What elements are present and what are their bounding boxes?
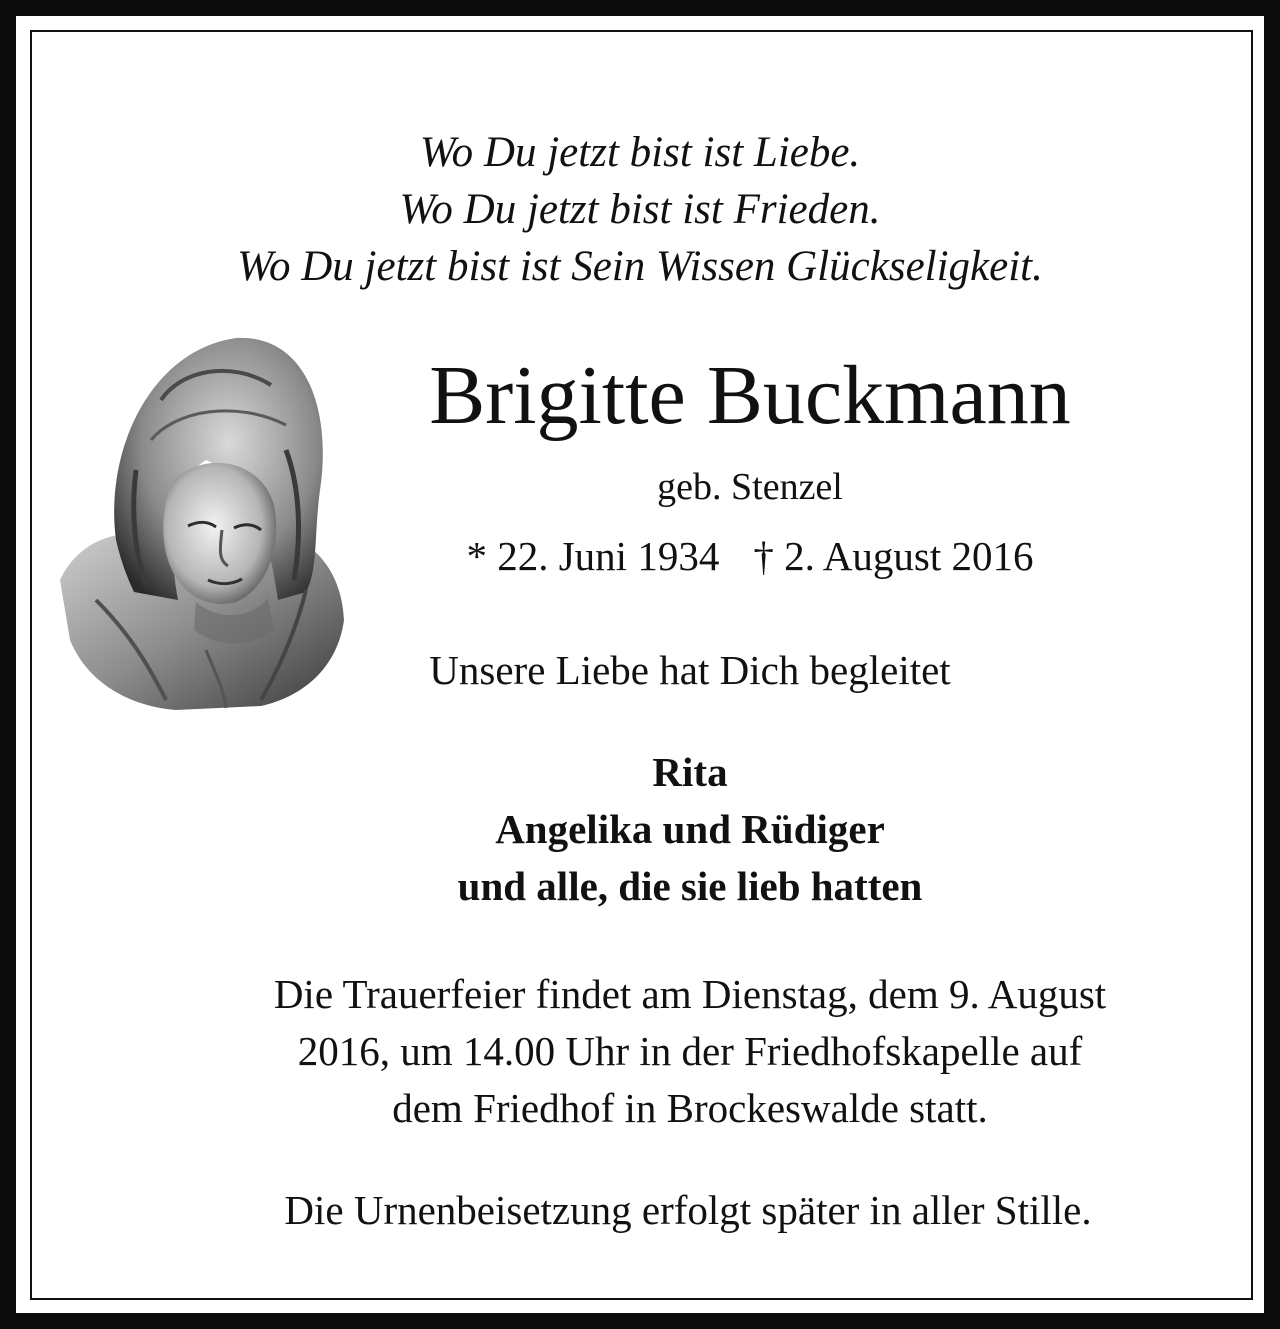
verse-block (0, 124, 1280, 295)
mourners-block (0, 744, 1280, 915)
ceremony-line-3: dem Friedhof in Brockeswalde statt. (392, 1085, 988, 1131)
life-dates (300, 530, 1200, 582)
mourner-line-2: Angelika und Rüdiger (495, 806, 885, 852)
maiden-name: geb. Stenzel (657, 466, 843, 508)
birth-date: * 22. Juni 1934 (466, 533, 720, 579)
ceremony-line-1: Die Trauerfeier findet am Dienstag, dem 9. August (273, 971, 1107, 1017)
urn-notice: Die Urnenbeisetzung erfolgt später in aller Stille. (284, 1187, 1092, 1233)
love-line: Unsere Liebe hat Dich begleitet (429, 647, 951, 693)
mourner-line-3: und alle, die sie lieb hatten (457, 863, 923, 909)
death-date: † 2. August 2016 (753, 533, 1034, 579)
verse-line-2: Wo Du jetzt bist ist Frieden. (399, 186, 881, 233)
mourner-line-1: Rita (652, 749, 728, 795)
verse-line-1: Wo Du jetzt bist ist Liebe. (419, 129, 861, 176)
verse-line-3: Wo Du jetzt bist ist Sein Wissen Glückseligkeit. (237, 243, 1043, 290)
ceremony-line-2: 2016, um 14.00 Uhr in der Friedhofskapelle auf (297, 1028, 1083, 1074)
ceremony-notice (0, 966, 1280, 1137)
deceased-name: Brigitte Buckmann (429, 349, 1071, 442)
